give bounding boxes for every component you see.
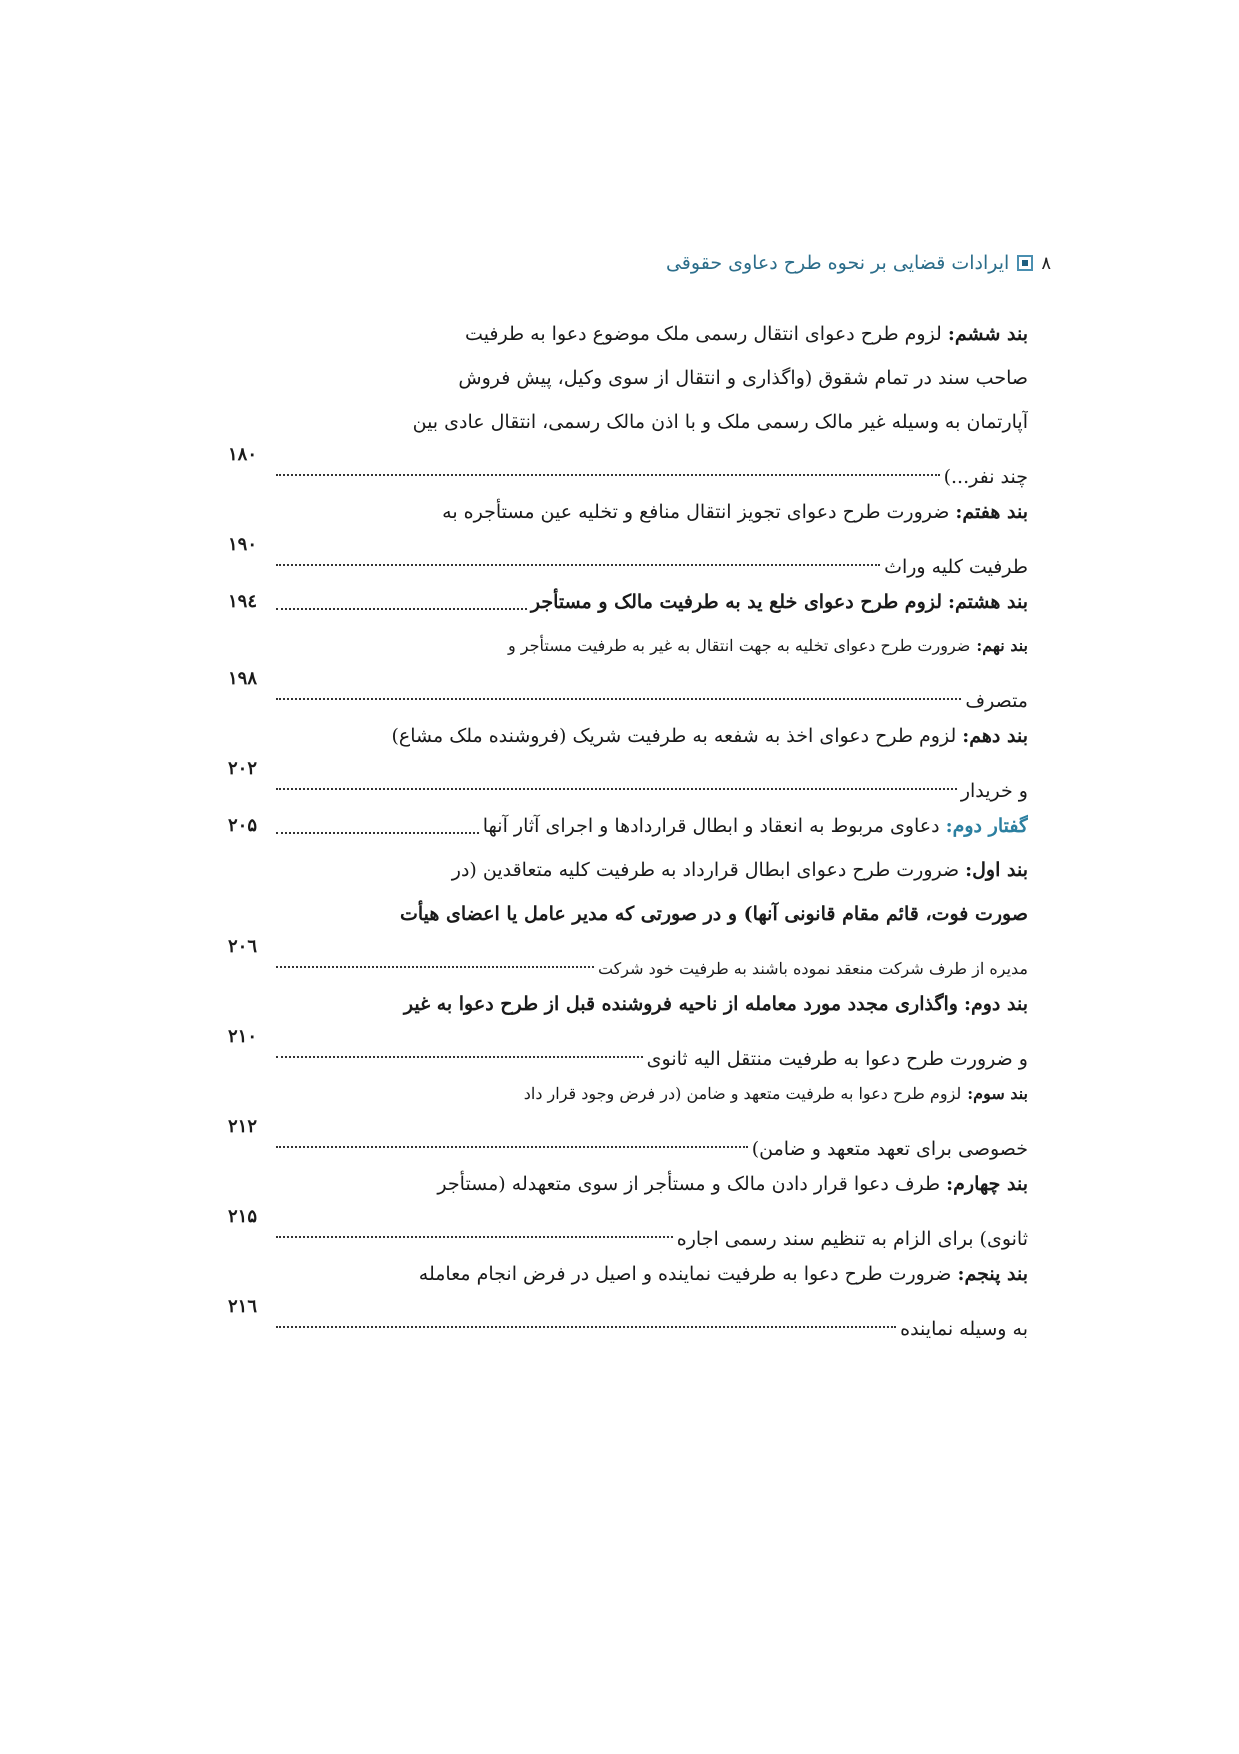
dot-leader: [276, 698, 961, 700]
toc-entry-last-line: [228, 668, 1028, 714]
toc-entry-line: [228, 580, 1028, 624]
toc-entry[interactable]: [228, 490, 1028, 580]
page-number: ۸: [1041, 252, 1051, 274]
toc-entry-text: صاحب سند در تمام شقوق (واگذاری و انتقال از سوی وکیل، پیش فروش: [458, 367, 1028, 389]
toc-page-number: ۲۱۵: [228, 1206, 258, 1227]
toc-entry-last-line: [228, 1026, 1028, 1072]
toc-entry-text: به وسیله نماینده: [900, 1318, 1028, 1340]
toc-entry-line: [228, 982, 1028, 1026]
toc-entry-text: و ضرورت طرح دعوا به طرفیت منتقل الیه ثانوی: [646, 1048, 1028, 1070]
toc-page-number: ۲۰۵: [228, 815, 258, 836]
toc-entry-last-line: [228, 1296, 1028, 1342]
toc-entry-text: و خریدار: [960, 780, 1028, 802]
toc-entry-label: بند هفتم:: [955, 501, 1028, 523]
toc-entry-line: [228, 624, 1028, 668]
toc-entry[interactable]: [228, 982, 1028, 1072]
dot-leader: [276, 1146, 748, 1148]
toc-entry-label: بند سوم:: [967, 1084, 1028, 1103]
toc-entry-text: لزوم طرح دعوای خلع ید به طرفیت مالک و مستأجر: [530, 591, 943, 613]
toc-entry[interactable]: [228, 580, 1028, 624]
running-header-title: ایرادات قضایی بر نحوه طرح دعاوی حقوقی: [665, 252, 1010, 274]
toc-entry-line: [228, 490, 1028, 534]
toc-entry-line: [228, 356, 1028, 400]
toc-entry-text: چند نفر...): [943, 466, 1028, 488]
dot-leader: [276, 1056, 643, 1058]
toc-entry-line: [228, 400, 1028, 444]
toc-entry[interactable]: [228, 1072, 1028, 1162]
toc-entry-text: آپارتمان به وسیله غیر مالک رسمی ملک و با اذن مالک رسمی، انتقال عادی بین: [412, 411, 1028, 433]
toc-page-number: ۲۰۲: [228, 758, 258, 779]
table-of-contents: [228, 312, 1028, 1342]
toc-entry-last-line: [228, 758, 1028, 804]
dot-leader: [276, 788, 957, 790]
dot-leader: [276, 1326, 896, 1328]
toc-entry-text: صورت فوت، قائم مقام قانونی آنها) و در صورتی که مدیر عامل یا اعضای هیأت: [399, 903, 1028, 925]
toc-entry[interactable]: [228, 312, 1028, 490]
toc-entry[interactable]: [228, 1162, 1028, 1252]
toc-section-label: گفتار دوم:: [945, 815, 1028, 837]
toc-page-number: ۱۹۰: [228, 534, 258, 555]
toc-page-number: ۱۸۰: [228, 444, 258, 465]
toc-entry-label: بند پنجم:: [957, 1263, 1028, 1285]
toc-entry-text: ضرورت طرح دعوای تخلیه به جهت انتقال به غیر به طرفیت مستأجر و: [507, 636, 971, 655]
toc-entry-label: بند دوم:: [963, 993, 1028, 1015]
toc-entry-label: بند چهارم:: [946, 1173, 1028, 1195]
toc-entry-text: مدیره از طرف شرکت منعقد نموده باشند به طرفیت خود شرکت: [597, 959, 1028, 978]
toc-entry-last-line: [228, 1116, 1028, 1162]
dot-leader: [276, 474, 940, 476]
toc-entry-line: [228, 312, 1028, 356]
toc-page-number: ۱۹۸: [228, 668, 258, 689]
toc-entry-text: ثانوی) برای الزام به تنظیم سند رسمی اجاره: [676, 1228, 1028, 1250]
toc-entry-text: واگذاری مجدد مورد معامله از ناحیه فروشنده قبل از طرح دعوا به غیر: [403, 993, 958, 1015]
dot-leader: [276, 966, 594, 968]
toc-entry-label: بند دهم:: [962, 725, 1028, 747]
toc-entry-line: [228, 892, 1028, 936]
toc-entry-last-line: [228, 534, 1028, 580]
dot-leader: [276, 804, 479, 834]
toc-page-number: ۲۱۰: [228, 1026, 258, 1047]
toc-page-number: ۲۱۲: [228, 1116, 258, 1137]
square-bullet-icon: [1017, 255, 1033, 271]
toc-entry-text: لزوم طرح دعوا به طرفیت متعهد و ضامن (در فرض وجود قرار داد: [523, 1084, 962, 1103]
toc-entry-text: خصوصی برای تعهد متعهد و ضامن): [751, 1138, 1028, 1160]
dot-leader: [276, 1236, 673, 1238]
toc-page-number: ۲۱٦: [228, 1296, 258, 1317]
toc-entry-last-line: [228, 444, 1028, 490]
toc-entry-label: بند اول:: [965, 859, 1028, 881]
dot-leader: [276, 564, 880, 566]
toc-entry-line: [228, 714, 1028, 758]
toc-entry-line: [228, 1252, 1028, 1296]
toc-entry[interactable]: [228, 848, 1028, 982]
toc-entry-text: متصرف: [965, 690, 1028, 712]
toc-entry-label: بند ششم:: [947, 323, 1028, 345]
toc-entry-text: طرف دعوا قرار دادن مالک و مستأجر از سوی متعهدله (مستأجر: [437, 1173, 941, 1195]
toc-entry-text: طرفیت کلیه وراث: [884, 556, 1028, 578]
toc-entry-text: لزوم طرح دعوای اخذ به شفعه به طرفیت شریک (فروشنده ملک مشاع): [391, 725, 957, 747]
toc-entry-text: ضرورت طرح دعوای تجویز انتقال منافع و تخلیه عین مستأجره به: [442, 501, 950, 523]
toc-entry-line: [228, 1162, 1028, 1206]
dot-leader: [276, 580, 527, 610]
toc-entry-text: دعاوی مربوط به انعقاد و ابطال قراردادها و اجرای آثار آنها: [482, 815, 940, 837]
toc-entry-line: [228, 848, 1028, 892]
toc-entry-last-line: [228, 1206, 1028, 1252]
toc-entry-label: بند نهم:: [976, 636, 1028, 655]
toc-entry[interactable]: [228, 624, 1028, 714]
toc-page-number: ۱۹٤: [228, 591, 258, 612]
toc-entry-text: ضرورت طرح دعوا به طرفیت نماینده و اصیل در فرض انجام معامله: [418, 1263, 952, 1285]
toc-entry[interactable]: [228, 714, 1028, 804]
toc-entry-label: بند هشتم:: [948, 591, 1028, 613]
toc-entry-line: [228, 804, 1028, 848]
running-header: [666, 252, 1051, 274]
toc-entry-line: [228, 1072, 1028, 1116]
toc-entry-last-line: [228, 936, 1028, 982]
toc-entry[interactable]: [228, 1252, 1028, 1342]
toc-entry-text: لزوم طرح دعوای انتقال رسمی ملک موضوع دعوا به طرفیت: [465, 323, 942, 345]
toc-section-heading[interactable]: [228, 804, 1028, 848]
toc-page-number: ۲۰٦: [228, 936, 258, 957]
toc-entry-text: ضرورت طرح دعوای ابطال قرارداد به طرفیت کلیه متعاقدین (در: [451, 859, 960, 881]
